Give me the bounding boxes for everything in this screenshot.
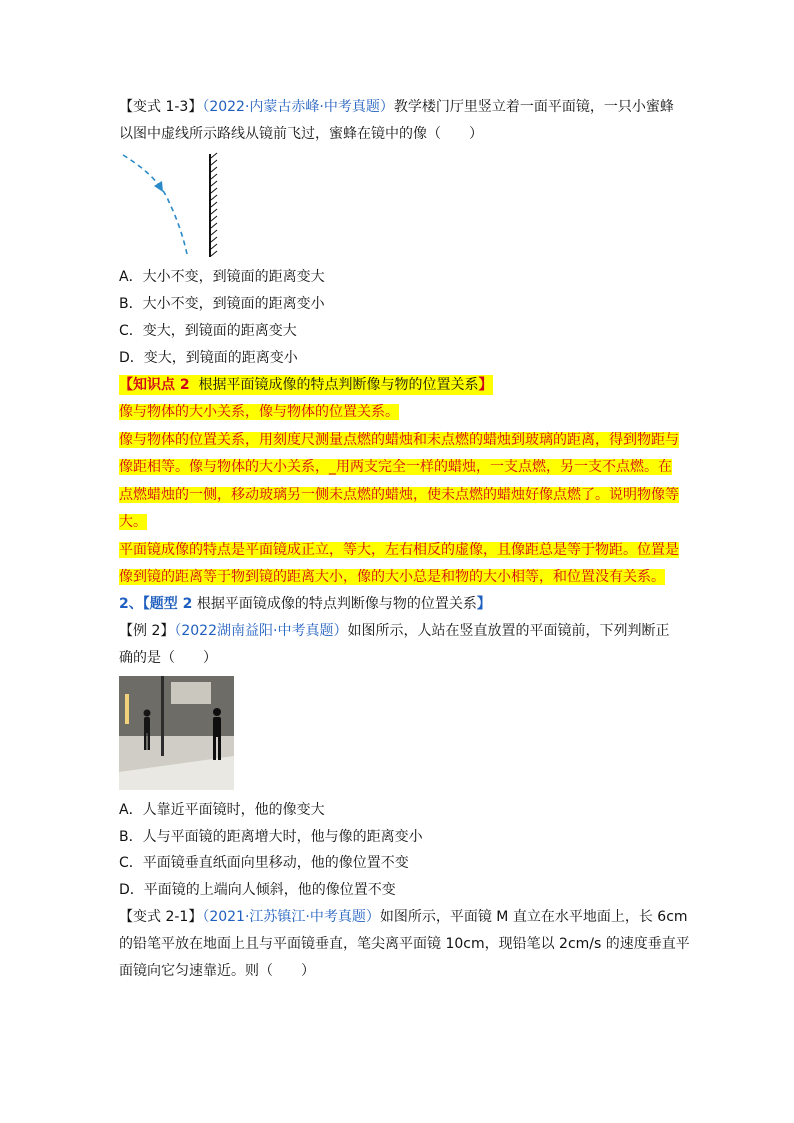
section2-close-bracket: 】 bbox=[476, 596, 491, 612]
section2-open-bracket: 【 bbox=[142, 596, 150, 612]
q3-line1-text: 如图所示，平面镜 M 直立在水平地面上，长 6cm bbox=[379, 909, 688, 925]
mirror-surface bbox=[209, 154, 211, 257]
q1-option-c: C．变大，到镜面的距离变大 bbox=[119, 323, 297, 339]
knowledge-line-6: 平面镜成像的特点是平面镜成正立，等大，左右相反的虚像，且像距总是等于物距。位置是 bbox=[119, 542, 679, 558]
q3-tag: 【变式 2-1】 bbox=[119, 909, 203, 925]
q2-line-2: 确的是（ ） bbox=[119, 650, 217, 666]
q2-option-b: B．人与平面镜的距离增大时，他与像的距离变小 bbox=[119, 829, 423, 845]
dance-studio-mirror-photo bbox=[119, 676, 234, 790]
q1-tag: 【变式 1-3】 bbox=[119, 99, 203, 115]
section2-tag: 题型 2 bbox=[149, 596, 193, 612]
mirror-hatching bbox=[211, 153, 217, 256]
bee-flight-path bbox=[123, 155, 187, 254]
q1-line1-text: 教学楼门厅里竖立着一面平面镜，一只小蜜蜂 bbox=[393, 99, 674, 115]
knowledge-line-4: 点燃蜡烛的一侧，移动玻璃另一侧未点燃的蜡烛，使未点燃的蜡烛好像点燃了。说明物像等 bbox=[119, 487, 679, 503]
q1-option-b: B．大小不变，到镜面的距离变小 bbox=[119, 296, 325, 312]
q1-line-2: 以图中虚线所示路线从镜前飞过，蜜蜂在镜中的像（ ） bbox=[119, 126, 483, 142]
bee-mirror-figure bbox=[119, 152, 229, 260]
knowledge-line-3-wrap bbox=[119, 457, 672, 477]
flight-arrow-icon bbox=[154, 181, 163, 192]
knowledge-heading bbox=[119, 375, 493, 395]
q3-line-2: 的铅笔平放在地面上且与平面镜垂直，笔尖离平面镜 10cm，现铅笔以 2cm/s 的速度垂直平 bbox=[119, 936, 690, 952]
knowledge-line-6-wrap bbox=[119, 540, 679, 560]
section2-title: 根据平面镜成像的特点判断像与物的位置关系 bbox=[196, 596, 477, 612]
knowledge-close-bracket: 】 bbox=[478, 377, 493, 393]
q2-option-a: A．人靠近平面镜时，他的像变大 bbox=[119, 802, 325, 818]
q2-line1-text: 如图所示，人站在竖直放置的平面镜前，下列判断正 bbox=[347, 623, 670, 639]
q3-source: （2021·江苏镇江·中考真题） bbox=[202, 909, 380, 925]
q1-option-a: A．大小不变，到镜面的距离变大 bbox=[119, 269, 325, 285]
knowledge-title: 根据平面镜成像的特点判断像与物的位置关系 bbox=[198, 377, 479, 393]
section2-number: 2、 bbox=[119, 596, 143, 612]
knowledge-line-7: 像到镜的距离等于物到镜的距离大小，像的大小总是和物的大小相等，和位置没有关系。 bbox=[119, 569, 665, 585]
knowledge-line-7-wrap bbox=[119, 567, 665, 587]
photo-light bbox=[125, 694, 129, 724]
q2-source: （2022湖南益阳·中考真题） bbox=[174, 623, 348, 639]
q3-line-3: 面镜向它匀速靠近。则（ ） bbox=[119, 963, 315, 979]
knowledge-line-5-wrap bbox=[119, 512, 147, 532]
knowledge-open-bracket: 【 bbox=[119, 377, 133, 393]
q1-line-1 bbox=[119, 97, 674, 117]
q2-option-c: C．平面镜垂直纸面向里移动，他的像位置不变 bbox=[119, 855, 409, 871]
q1-source: （2022·内蒙古赤峰·中考真题） bbox=[202, 99, 394, 115]
q2-option-d: D．平面镜的上端向人倾斜，他的像位置不变 bbox=[119, 882, 396, 898]
knowledge-line-1-wrap bbox=[119, 402, 399, 422]
knowledge-line-2: 像与物体的位置关系，用刻度尺测量点燃的蜡烛和未点燃的蜡烛到玻璃的距离，得到物距与 bbox=[119, 432, 679, 448]
section2-heading bbox=[119, 594, 491, 614]
knowledge-tag: 知识点 2 bbox=[133, 377, 190, 393]
q2-tag: 【例 2】 bbox=[119, 623, 175, 639]
q3-line-1 bbox=[119, 907, 688, 927]
knowledge-line-1: 像与物体的大小关系，像与物体的位置关系。 bbox=[119, 404, 399, 420]
photo-mirror-edge bbox=[161, 676, 164, 756]
q1-option-d: D．变大，到镜面的距离变小 bbox=[119, 350, 298, 366]
knowledge-line-5: 大。 bbox=[119, 514, 147, 530]
knowledge-line-3: 像距相等。像与物体的大小关系，_用两支完全一样的蜡烛，一支点燃，另一支不点燃。在 bbox=[119, 459, 672, 475]
knowledge-line-4-wrap bbox=[119, 485, 679, 505]
photo-window bbox=[171, 682, 211, 704]
q2-line-1 bbox=[119, 621, 669, 641]
knowledge-line-2-wrap bbox=[119, 430, 679, 450]
